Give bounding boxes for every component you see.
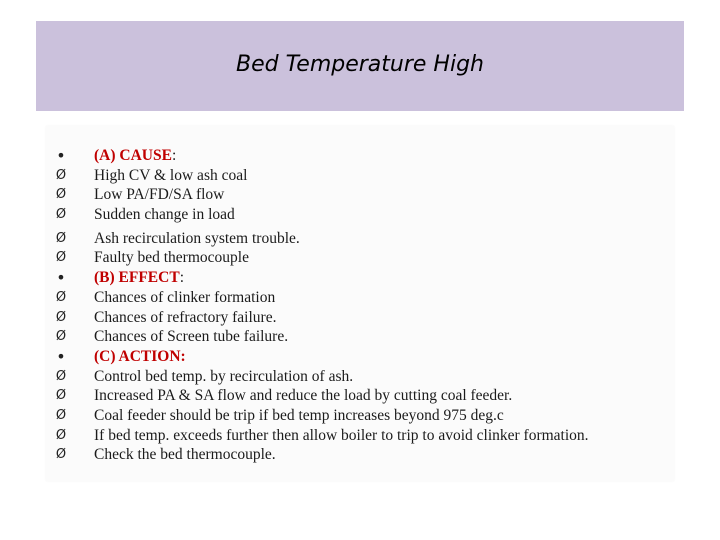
section-heading-text [94,268,184,288]
list-item-text: Low PA/FD/SA flow [94,186,225,204]
list-item-text: Sudden change in load [94,206,235,224]
list-item-text: Ash recirculation system trouble. [94,229,300,247]
title-band [36,21,684,111]
list-item-text: Coal feeder should be trip if bed temp increases beyond 975 deg.c [94,406,504,424]
list-item-text: Faulty bed thermocouple [94,249,249,267]
list-item-text: Check the bed thermocouple. [94,446,276,464]
section-heading-text [94,347,186,367]
bullet-dot-icon: • [56,268,66,288]
section-heading-label: (A) CAUSE [94,147,172,164]
list-item-text: Chances of clinker formation [94,288,276,306]
arrow-bullet-icon: Ø [55,309,67,325]
section-heading-colon: : [171,147,177,164]
section-heading-text [94,146,176,166]
arrow-bullet-icon: Ø [55,289,67,305]
slide-title: Bed Temperature High [235,52,484,77]
arrow-bullet-icon: Ø [55,207,67,223]
bullet-dot-icon: • [56,346,66,366]
arrow-bullet-icon: Ø [55,368,67,384]
arrow-bullet-icon: Ø [55,230,67,246]
list-item-text: If bed temp. exceeds further then allow boiler to trip to avoid clinker formation. [94,426,589,444]
arrow-bullet-icon: Ø [55,388,67,404]
arrow-bullet-icon: Ø [55,447,67,463]
arrow-bullet-icon: Ø [55,329,67,345]
arrow-bullet-icon: Ø [55,427,67,443]
list-item-text: Control bed temp. by recirculation of ash. [94,367,354,385]
list-item-text: Chances of refractory failure. [94,308,277,326]
arrow-bullet-icon: Ø [55,167,67,183]
list-item-text: Increased PA & SA flow and reduce the load by cutting coal feeder. [94,387,513,405]
list-item-text: Chances of Screen tube failure. [94,328,289,346]
arrow-bullet-icon: Ø [55,187,67,203]
arrow-bullet-icon: Ø [55,407,67,423]
section-heading-colon: : [179,269,184,287]
arrow-bullet-icon: Ø [55,250,67,266]
bullet-dot-icon: • [56,146,66,165]
section-heading-label: (B) EFFECT [94,269,180,287]
section-heading-label: (C) ACTION: [94,347,186,365]
content-panel [46,126,674,481]
list-item-text: High CV & low ash coal [94,166,248,184]
